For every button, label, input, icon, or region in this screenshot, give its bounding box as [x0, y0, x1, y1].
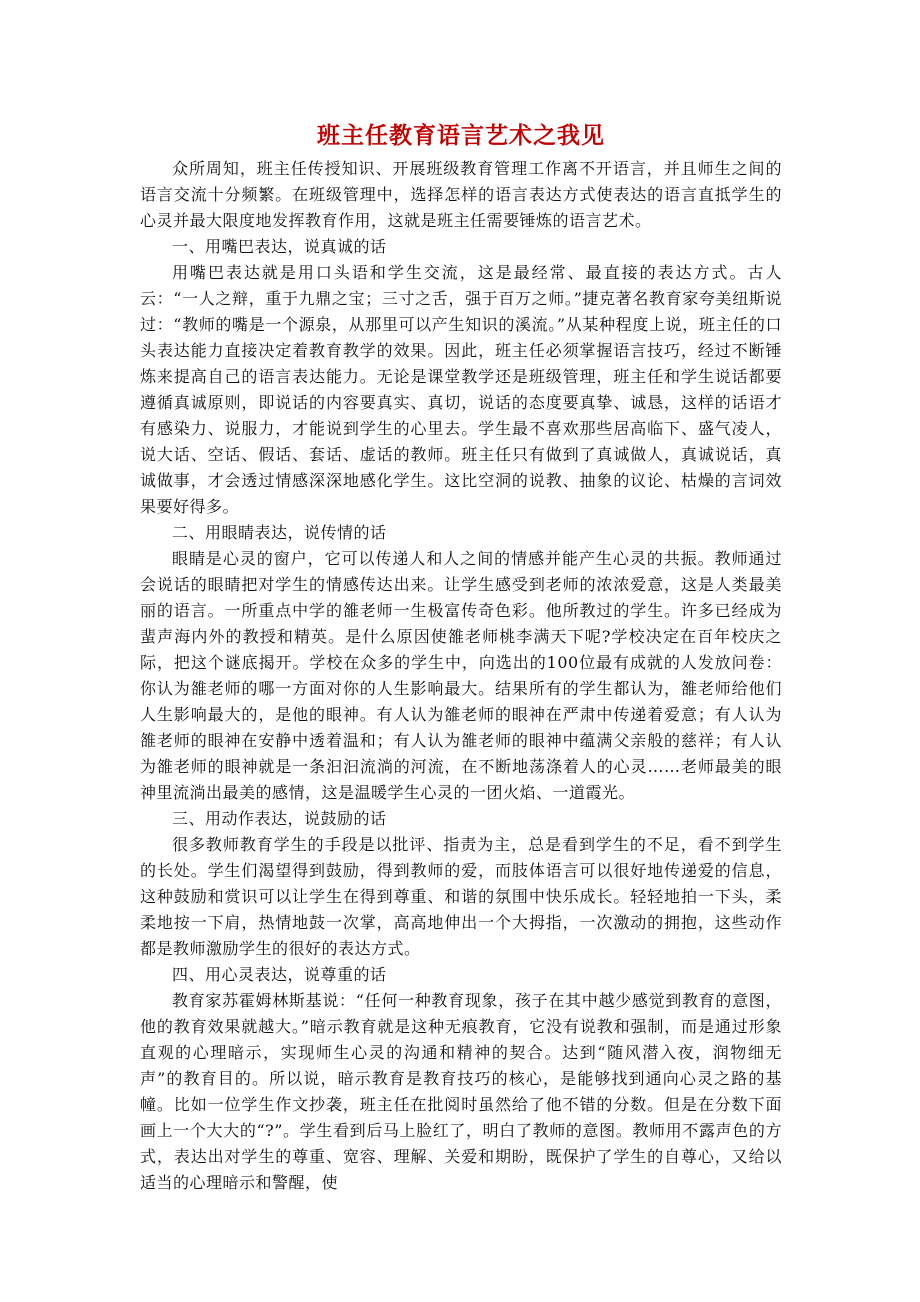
document-title: 班主任教育语言艺术之我见	[317, 123, 605, 149]
section-2-heading: 二、用眼睛表达，说传情的话	[172, 523, 387, 542]
section-3-body: 很多教师教育学生的手段是以批评、指责为主，总是看到学生的不足，看不到学生的长处。学生们渴望得到鼓励，得到教师的爱，而肢体语言可以很好地传递爱的信息，这种鼓励和赏识可以让学生在得到尊重、和谐的氛围中快乐成长。轻轻地拍一下头，柔柔地按一下肩，热情地鼓一次掌，高高地伸出一个大拇指，一次激动的拥抱，这些动作都是教师激励学生的很好的表达方式。	[140, 835, 782, 958]
document-page	[140, 118, 782, 1196]
section-1-heading: 一、用嘴巴表达，说真诚的话	[172, 237, 387, 256]
section-4-body: 教育家苏霍姆林斯基说：“任何一种教育现象，孩子在其中越少感觉到教育的意图，他的教育效果就越大。”暗示教育就是这种无痕教育，它没有说教和强制，而是通过形象直观的心理暗示，实现师生心灵的沟通和精神的契合。达到“随风潜入夜，润物细无声”的教育目的。所以说，暗示教育是教育技巧的核心，是能够找到通向心灵之路的基幢。比如一位学生作文抄袭，班主任在批阅时虽然给了他不错的分数。但是在分数下面画上一个大大的“?”。学生看到后马上脸红了，明白了教师的意图。教师用不露声色的方式，表达出对学生的尊重、宽容、理解、关爱和期盼，既保护了学生的自尊心，又给以适当的心理暗示和警醒，使	[140, 991, 782, 1192]
section-1-body: 用嘴巴表达就是用口头语和学生交流，这是最经常、最直接的表达方式。古人云：“一人之辩，重于九鼎之宝；三寸之舌，强于百万之师。”捷克著名教育家夸美纽斯说过：“教师的嘴是一个源泉，从那里可以产生知识的溪流。”从某种程度上说，班主任的口头表达能力直接决定着教育教学的效果。因此，班主任必须掌握语言技巧，经过不断锤炼来提高自己的语言表达能力。无论是课堂教学还是班级管理，班主任和学生说话都要遵循真诚原则，即说话的内容要真实、真切，说话的态度要真挚、诚恳，这样的话语才有感染力、说服力，才能说到学生的心里去。学生最不喜欢那些居高临下、盛气凌人，说大话、空话、假话、套话、虚话的教师。班主任只有做到了真诚做人，真诚说话，真诚做事，才会透过情感深深地感化学生。这比空洞的说教、抽象的议论、枯燥的言词效果要好得多。	[140, 263, 782, 516]
section-3-heading: 三、用动作表达，说鼓励的话	[172, 809, 387, 828]
section-2-body: 眼睛是心灵的窗户，它可以传递人和人之间的情感并能产生心灵的共振。教师通过会说话的眼睛把对学生的情感传达出来。让学生感受到老师的浓浓爱意，这是人类最美丽的语言。一所重点中学的雒老师一生极富传奇色彩。他所教过的学生。许多已经成为蜚声海内外的教授和精英。是什么原因使雒老师桃李满天下呢?学校决定在百年校庆之际，把这个谜底揭开。学校在众多的学生中，向选出的100位最有成就的人发放问卷：你认为雒老师的哪一方面对你的人生影响最大。结果所有的学生都认为，雒老师给他们人生影响最大的，是他的眼神。有人认为雒老师的眼神在严肃中传递着爱意；有人认为雒老师的眼神在安静中透着温和；有人认为雒老师的眼神中蕴满父亲般的慈祥；有人认为雒老师的眼神就是一条汩汩流淌的河流，在不断地荡涤着人的心灵……老师最美的眼神里流淌出最美的感情，这是温暖学生心灵的一团火焰、一道霞光。	[140, 549, 782, 802]
section-4-heading: 四、用心灵表达，说尊重的话	[172, 965, 387, 984]
intro-paragraph: 众所周知，班主任传授知识、开展班级教育管理工作离不开语言，并且师生之间的语言交流十分频繁。在班级管理中，选择怎样的语言表达方式使表达的语言直抵学生的心灵并最大限度地发挥教育作用，这就是班主任需要锤炼的语言艺术。	[140, 159, 782, 230]
